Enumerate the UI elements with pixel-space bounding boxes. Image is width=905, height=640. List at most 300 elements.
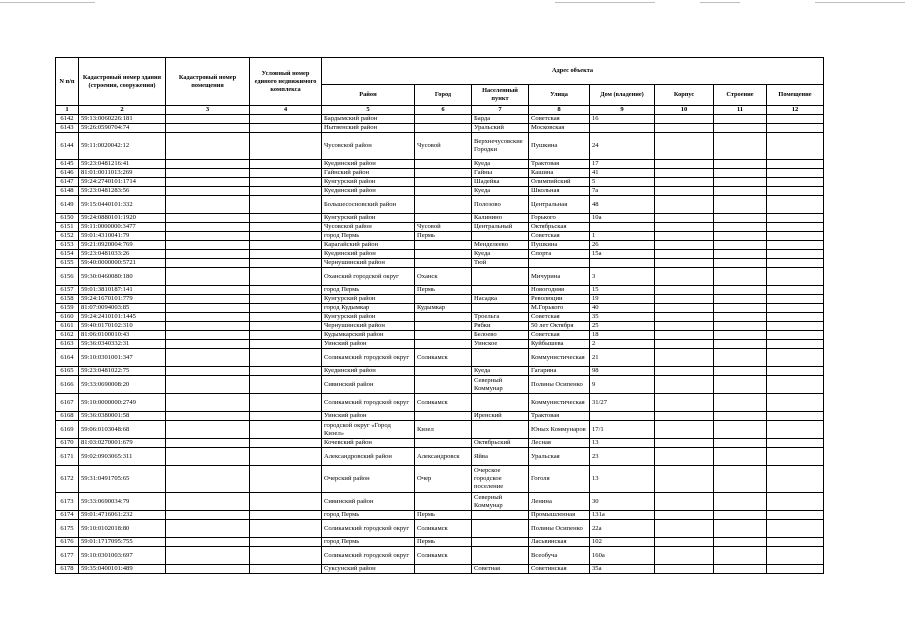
settlement-cell: [472, 304, 529, 313]
premise-cell: [767, 421, 824, 439]
room-cadastral-number: [166, 376, 250, 394]
house-cell: 35а: [590, 565, 655, 574]
col-header-address-part: Помещение: [767, 85, 824, 106]
district-cell: Соликамский городской округ: [322, 394, 415, 412]
district-cell: Чернушинский район: [322, 259, 415, 268]
district-cell: город Пермь: [322, 511, 415, 520]
building-cadastral-number: 81:06:0100010:43: [79, 331, 166, 340]
row-number: 6168: [56, 412, 79, 421]
header-row: [56, 58, 824, 85]
structure-cell: [714, 331, 767, 340]
street-cell: Советинская: [529, 565, 590, 574]
street-cell: Гоголя: [529, 466, 590, 493]
building-cadastral-number: 59:30:0460080:180: [79, 268, 166, 286]
table-row: [56, 448, 824, 466]
settlement-cell: Верхнечусовские Городки: [472, 133, 529, 160]
premise-cell: [767, 295, 824, 304]
building-cadastral-number: 59:23:0481033:26: [79, 250, 166, 259]
district-cell: Кудымкарский район: [322, 331, 415, 340]
complex-number: [250, 412, 322, 421]
district-cell: город Пермь: [322, 286, 415, 295]
settlement-cell: Гайны: [472, 169, 529, 178]
column-number: 12: [767, 106, 824, 115]
structure-cell: [714, 187, 767, 196]
district-cell: Соликамский городской округ: [322, 349, 415, 367]
building-corpus-cell: [655, 412, 714, 421]
district-cell: Карагайский район: [322, 241, 415, 250]
complex-number: [250, 349, 322, 367]
building-cadastral-number: 59:02:0903065:311: [79, 448, 166, 466]
col-header-address-part: Улица: [529, 85, 590, 106]
house-cell: 19: [590, 295, 655, 304]
district-cell: Бардымский район: [322, 115, 415, 124]
house-cell: 18: [590, 331, 655, 340]
table-row: [56, 196, 824, 214]
street-cell: Мичурина: [529, 268, 590, 286]
street-cell: Ленина: [529, 493, 590, 511]
settlement-cell: [472, 421, 529, 439]
room-cadastral-number: [166, 223, 250, 232]
building-cadastral-number: 59:13:0060226:181: [79, 115, 166, 124]
row-number: 6160: [56, 313, 79, 322]
premise-cell: [767, 493, 824, 511]
house-cell: 25: [590, 322, 655, 331]
settlement-cell: [472, 349, 529, 367]
complex-number: [250, 511, 322, 520]
complex-number: [250, 232, 322, 241]
complex-number: [250, 196, 322, 214]
row-number: 6143: [56, 124, 79, 133]
row-number: 6147: [56, 178, 79, 187]
premise-cell: [767, 466, 824, 493]
building-corpus-cell: [655, 196, 714, 214]
city-cell: Соликамск: [415, 520, 472, 538]
building-corpus-cell: [655, 259, 714, 268]
premise-cell: [767, 367, 824, 376]
structure-cell: [714, 340, 767, 349]
row-number: 6167: [56, 394, 79, 412]
building-corpus-cell: [655, 349, 714, 367]
building-cadastral-number: 59:31:0491705:65: [79, 466, 166, 493]
register-body: [56, 115, 824, 574]
house-cell: 160а: [590, 547, 655, 565]
building-corpus-cell: [655, 304, 714, 313]
structure-cell: [714, 304, 767, 313]
district-cell: Суксунский район: [322, 565, 415, 574]
col-header-address-part: Дом (владение): [590, 85, 655, 106]
structure-cell: [714, 223, 767, 232]
col-header-address-part: Город: [415, 85, 472, 106]
col-header-address-part: Строение: [714, 85, 767, 106]
building-corpus-cell: [655, 466, 714, 493]
premise-cell: [767, 250, 824, 259]
city-cell: [415, 367, 472, 376]
structure-cell: [714, 376, 767, 394]
building-corpus-cell: [655, 394, 714, 412]
street-cell: Коммунистическая: [529, 394, 590, 412]
complex-number: [250, 115, 322, 124]
house-cell: 40: [590, 304, 655, 313]
district-cell: Куединский район: [322, 367, 415, 376]
city-cell: Пермь: [415, 286, 472, 295]
district-cell: Нытвенский район: [322, 124, 415, 133]
room-cadastral-number: [166, 115, 250, 124]
settlement-cell: [472, 286, 529, 295]
column-number: 11: [714, 106, 767, 115]
structure-cell: [714, 115, 767, 124]
street-cell: Юных Коммунаров: [529, 421, 590, 439]
complex-number: [250, 313, 322, 322]
table-row: [56, 547, 824, 565]
table-row: [56, 214, 824, 223]
complex-number: [250, 160, 322, 169]
premise-cell: [767, 340, 824, 349]
complex-number: [250, 376, 322, 394]
street-cell: Революции: [529, 295, 590, 304]
district-cell: Сивинский район: [322, 493, 415, 511]
room-cadastral-number: [166, 565, 250, 574]
table-row: [56, 520, 824, 538]
structure-cell: [714, 322, 767, 331]
city-cell: [415, 493, 472, 511]
row-number: 6162: [56, 331, 79, 340]
city-cell: [415, 178, 472, 187]
house-cell: [590, 412, 655, 421]
room-cadastral-number: [166, 394, 250, 412]
column-number-row: [56, 106, 824, 115]
room-cadastral-number: [166, 331, 250, 340]
complex-number: [250, 547, 322, 565]
building-corpus-cell: [655, 493, 714, 511]
city-cell: [415, 250, 472, 259]
room-cadastral-number: [166, 124, 250, 133]
table-row: [56, 241, 824, 250]
structure-cell: [714, 295, 767, 304]
table-row: [56, 538, 824, 547]
premise-cell: [767, 448, 824, 466]
row-number: 6172: [56, 466, 79, 493]
complex-number: [250, 304, 322, 313]
city-cell: Александровск: [415, 448, 472, 466]
building-corpus-cell: [655, 367, 714, 376]
district-cell: Чусовской район: [322, 223, 415, 232]
city-cell: [415, 376, 472, 394]
building-corpus-cell: [655, 124, 714, 133]
settlement-cell: Куеда: [472, 187, 529, 196]
settlement-cell: [472, 520, 529, 538]
table-row: [56, 133, 824, 160]
building-corpus-cell: [655, 331, 714, 340]
district-cell: Кунгурский район: [322, 178, 415, 187]
table-row: [56, 511, 824, 520]
district-cell: Кочевский район: [322, 439, 415, 448]
city-cell: [415, 259, 472, 268]
table-row: [56, 376, 824, 394]
row-number: 6145: [56, 160, 79, 169]
building-corpus-cell: [655, 538, 714, 547]
premise-cell: [767, 259, 824, 268]
complex-number: [250, 340, 322, 349]
structure-cell: [714, 241, 767, 250]
complex-number: [250, 394, 322, 412]
room-cadastral-number: [166, 322, 250, 331]
premise-cell: [767, 223, 824, 232]
settlement-cell: Советная: [472, 565, 529, 574]
building-cadastral-number: 59:40:0170102:310: [79, 322, 166, 331]
house-cell: 1: [590, 232, 655, 241]
complex-number: [250, 286, 322, 295]
district-cell: Куединский район: [322, 160, 415, 169]
room-cadastral-number: [166, 232, 250, 241]
city-cell: [415, 439, 472, 448]
premise-cell: [767, 214, 824, 223]
settlement-cell: Уинское: [472, 340, 529, 349]
complex-number: [250, 133, 322, 160]
structure-cell: [714, 250, 767, 259]
district-cell: Оханский городской округ: [322, 268, 415, 286]
street-cell: М.Горького: [529, 304, 590, 313]
street-cell: Октябрьская: [529, 223, 590, 232]
settlement-cell: Уральский: [472, 124, 529, 133]
house-cell: 131а: [590, 511, 655, 520]
row-number: 6159: [56, 304, 79, 313]
premise-cell: [767, 133, 824, 160]
city-cell: [415, 187, 472, 196]
structure-cell: [714, 124, 767, 133]
structure-cell: [714, 133, 767, 160]
city-cell: [415, 169, 472, 178]
room-cadastral-number: [166, 538, 250, 547]
table-row: [56, 565, 824, 574]
premise-cell: [767, 268, 824, 286]
city-cell: Пермь: [415, 232, 472, 241]
room-cadastral-number: [166, 304, 250, 313]
district-cell: Кунгурский район: [322, 295, 415, 304]
settlement-cell: [472, 232, 529, 241]
settlement-cell: Центральный: [472, 223, 529, 232]
city-cell: Очер: [415, 466, 472, 493]
room-cadastral-number: [166, 520, 250, 538]
building-corpus-cell: [655, 565, 714, 574]
building-cadastral-number: 59:01:4310041:79: [79, 232, 166, 241]
building-corpus-cell: [655, 421, 714, 439]
premise-cell: [767, 178, 824, 187]
complex-number: [250, 331, 322, 340]
premise-cell: [767, 376, 824, 394]
city-cell: Пермь: [415, 538, 472, 547]
premise-cell: [767, 187, 824, 196]
building-corpus-cell: [655, 511, 714, 520]
settlement-cell: Яйва: [472, 448, 529, 466]
row-number: 6154: [56, 250, 79, 259]
structure-cell: [714, 466, 767, 493]
street-cell: Советская: [529, 331, 590, 340]
city-cell: Кизел: [415, 421, 472, 439]
building-corpus-cell: [655, 232, 714, 241]
building-cadastral-number: 59:36:0340332:31: [79, 340, 166, 349]
building-cadastral-number: 59:15:0440101:332: [79, 196, 166, 214]
complex-number: [250, 223, 322, 232]
building-corpus-cell: [655, 241, 714, 250]
street-cell: Полины Осипенко: [529, 376, 590, 394]
building-corpus-cell: [655, 322, 714, 331]
city-cell: [415, 160, 472, 169]
col-header-complex-number: Условный номер единого недвижимого комплекса: [250, 58, 322, 106]
district-cell: Кунгурский район: [322, 313, 415, 322]
scan-edge-line: [555, 2, 655, 3]
building-cadastral-number: 59:10:0301003:697: [79, 547, 166, 565]
complex-number: [250, 250, 322, 259]
room-cadastral-number: [166, 493, 250, 511]
row-number: 6146: [56, 169, 79, 178]
street-cell: Спорта: [529, 250, 590, 259]
building-cadastral-number: 59:23:0481022:75: [79, 367, 166, 376]
premise-cell: [767, 322, 824, 331]
building-cadastral-number: 59:11:0000000:3477: [79, 223, 166, 232]
room-cadastral-number: [166, 160, 250, 169]
complex-number: [250, 322, 322, 331]
structure-cell: [714, 367, 767, 376]
street-cell: Куйбышева: [529, 340, 590, 349]
premise-cell: [767, 232, 824, 241]
premise-cell: [767, 520, 824, 538]
house-cell: 17: [590, 160, 655, 169]
premise-cell: [767, 331, 824, 340]
building-corpus-cell: [655, 169, 714, 178]
room-cadastral-number: [166, 448, 250, 466]
room-cadastral-number: [166, 268, 250, 286]
complex-number: [250, 448, 322, 466]
house-cell: 16: [590, 115, 655, 124]
structure-cell: [714, 169, 767, 178]
table-row: [56, 124, 824, 133]
building-corpus-cell: [655, 376, 714, 394]
complex-number: [250, 169, 322, 178]
structure-cell: [714, 214, 767, 223]
building-cadastral-number: 59:24:1670101:779: [79, 295, 166, 304]
room-cadastral-number: [166, 169, 250, 178]
settlement-cell: Северный Коммунар: [472, 376, 529, 394]
table-row: [56, 331, 824, 340]
city-cell: [415, 241, 472, 250]
district-cell: Соликамский городской округ: [322, 520, 415, 538]
complex-number: [250, 538, 322, 547]
row-number: 6170: [56, 439, 79, 448]
building-cadastral-number: 59:01:4716061:232: [79, 511, 166, 520]
district-cell: Уинский район: [322, 412, 415, 421]
table-row: [56, 268, 824, 286]
property-register-table: [55, 57, 824, 574]
building-corpus-cell: [655, 160, 714, 169]
row-number: 6153: [56, 241, 79, 250]
house-cell: 21: [590, 349, 655, 367]
building-corpus-cell: [655, 439, 714, 448]
house-cell: 13: [590, 466, 655, 493]
building-cadastral-number: 59:10:0000000:2749: [79, 394, 166, 412]
complex-number: [250, 439, 322, 448]
column-number: 8: [529, 106, 590, 115]
structure-cell: [714, 448, 767, 466]
row-number: 6178: [56, 565, 79, 574]
building-corpus-cell: [655, 547, 714, 565]
row-number: 6175: [56, 520, 79, 538]
building-cadastral-number: 81:03:0270001:679: [79, 439, 166, 448]
complex-number: [250, 367, 322, 376]
table-row: [56, 313, 824, 322]
street-cell: Пушкина: [529, 133, 590, 160]
city-cell: [415, 322, 472, 331]
city-cell: [415, 313, 472, 322]
room-cadastral-number: [166, 340, 250, 349]
house-cell: 23: [590, 448, 655, 466]
house-cell: 26: [590, 241, 655, 250]
complex-number: [250, 466, 322, 493]
table-row: [56, 286, 824, 295]
premise-cell: [767, 511, 824, 520]
row-number: 6174: [56, 511, 79, 520]
district-cell: Александровский район: [322, 448, 415, 466]
city-cell: Соликамск: [415, 547, 472, 565]
scan-edge-line: [700, 2, 740, 3]
structure-cell: [714, 547, 767, 565]
table-row: [56, 223, 824, 232]
city-cell: [415, 331, 472, 340]
row-number: 6142: [56, 115, 79, 124]
premise-cell: [767, 286, 824, 295]
structure-cell: [714, 565, 767, 574]
street-cell: Промышленная: [529, 511, 590, 520]
room-cadastral-number: [166, 466, 250, 493]
scan-edge-line: [815, 2, 905, 3]
column-number: 5: [322, 106, 415, 115]
row-number: 6173: [56, 493, 79, 511]
city-cell: [415, 196, 472, 214]
street-cell: Новогодняя: [529, 286, 590, 295]
city-cell: [415, 124, 472, 133]
structure-cell: [714, 394, 767, 412]
premise-cell: [767, 169, 824, 178]
structure-cell: [714, 538, 767, 547]
house-cell: 48: [590, 196, 655, 214]
street-cell: Советская: [529, 115, 590, 124]
table-row: [56, 250, 824, 259]
row-number: 6156: [56, 268, 79, 286]
complex-number: [250, 214, 322, 223]
room-cadastral-number: [166, 421, 250, 439]
building-corpus-cell: [655, 250, 714, 259]
house-cell: 98: [590, 367, 655, 376]
column-number: 9: [590, 106, 655, 115]
city-cell: [415, 295, 472, 304]
street-cell: Московская: [529, 124, 590, 133]
table-row: [56, 232, 824, 241]
table-row: [56, 178, 824, 187]
building-cadastral-number: 59:01:3810187:141: [79, 286, 166, 295]
complex-number: [250, 241, 322, 250]
complex-number: [250, 268, 322, 286]
building-corpus-cell: [655, 187, 714, 196]
row-number: 6164: [56, 349, 79, 367]
row-number: 6161: [56, 322, 79, 331]
street-cell: Пушкина: [529, 241, 590, 250]
table-row: [56, 493, 824, 511]
house-cell: 30: [590, 493, 655, 511]
settlement-cell: Насадка: [472, 295, 529, 304]
table-row: [56, 466, 824, 493]
table-row: [56, 421, 824, 439]
table-row: [56, 439, 824, 448]
row-number: 6144: [56, 133, 79, 160]
